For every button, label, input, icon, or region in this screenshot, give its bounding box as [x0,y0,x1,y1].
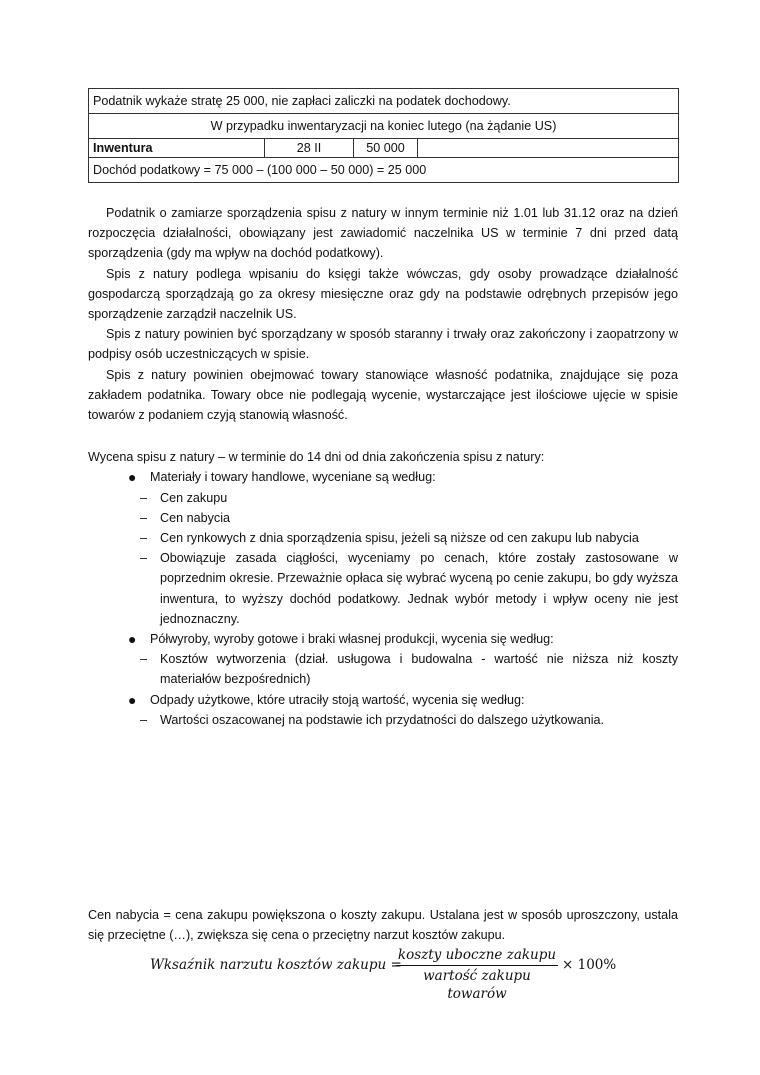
paragraph: Spis z natury powinien obejmować towary stanowiące własność podatnika, znajdujące się poza zakładem podatnika. Towary obce nie podlegają wycenie, wystarczające jest ilościowe ujęcie w spisie towarów z podaniem czyją stanowią własność. [88,367,678,423]
sub-list-item-text: Obowiązuje zasada ciągłości, wyceniamy po cenach, które zostały zastosowane w poprzednim okresie. Przeważnie opłaca się wybrać wyceną po cenie zakupu, bo gdy wyższa inwentura, to wyższy dochód podatkowy. Jednak wybór metody i wpływ oceny nie jest jednoznaczny. [160,551,678,626]
sub-list-item-text: Wartości oszacowanej na podstawie ich przydatności do dalszego użytkowania. [160,712,605,727]
sub-list [140,649,678,689]
formula-fraction [396,946,558,1003]
sub-list [140,710,678,730]
table-cell-date: 28 II [265,139,354,158]
table-cell-empty [418,139,679,158]
sub-list-item [130,508,678,528]
dash-icon: – [140,652,148,667]
dash-icon: – [140,712,148,727]
list-item [88,629,678,690]
table-row [89,114,679,139]
dash-icon: – [140,531,148,546]
paragraph: Spis z natury powinien być sporządzany w sposób staranny i trwały oraz zakończony i zaopatrzony w podpisy osób uczestniczących w spisie. [88,327,678,362]
formula-numerator: koszty uboczne zakupu [397,947,557,963]
fraction-bar [396,965,558,966]
sub-list [140,488,678,629]
table-row [89,158,679,183]
sub-list-item [130,548,678,629]
page-content [88,88,678,730]
sub-list-item [130,710,678,730]
sub-list-item-text: Cen nabycia [160,510,231,525]
dash-icon: – [140,551,148,566]
dash-icon: – [140,490,148,505]
list-item-label: Odpady użytkowe, które utraciły stoją wartość, wycenia się według: [150,692,525,707]
sub-list-item-text: Cen zakupu [160,490,228,505]
table-cell-february-inventory: W przypadku inwentaryzacji na koniec lutego (na żądanie US) [89,114,679,139]
table-cell-loss-note: Podatnik wykaże stratę 25 000, nie zapłaci zaliczki na podatek dochodowy. [89,89,679,114]
table-cell-taxable-income: Dochód podatkowy = 75 000 – (100 000 – 50 000) = 25 000 [89,158,679,183]
sub-list-item-text: Kosztów wytworzenia (dział. usługowa i budowalna - wartość nie niższa niż koszty materiałów bezpośrednich) [160,652,678,687]
dash-icon: – [140,510,148,525]
list-item-label: Materiały i towary handlowe, wyceniane są według: [150,470,436,485]
table-row [89,139,679,158]
sub-list-item [130,649,678,689]
valuation-list [88,467,678,730]
valuation-heading: Wycena spisu z natury – w terminie do 14 dni od dnia zakończenia spisu z natury: [88,450,545,465]
sub-list-item [130,488,678,508]
list-item [88,690,678,730]
list-item-label: Półwyroby, wyroby gotowe i braki własnej produkcji, wycenia się według: [150,632,554,647]
table-cell-amount: 50 000 [354,139,418,158]
table-cell-inventura-label: Inwentura [89,139,265,158]
body-paragraphs [88,203,678,425]
sub-list-item-text: Cen rynkowych z dnia sporządzenia spisu, jeżeli są niższe od cen zakupu lub nabycia [160,531,639,546]
bullet-icon: ● [128,691,137,708]
acquisition-price-note: Cen nabycia = cena zakupu powiększona o koszty zakupu. Ustalana jest w sposób uproszczony, ustala się przeciętne (…), zwiększa się cena o przeciętny narzut kosztów zakupu. [88,908,678,943]
inventory-table [88,88,679,183]
bullet-icon: ● [128,631,137,648]
formula-rhs: × 100% [562,957,617,973]
table-row [89,89,679,114]
paragraph: Spis z natury podlega wpisaniu do księgi także wówczas, gdy osoby prowadzące działalność gospodarczą sporządzają go za okresy miesięczne oraz gdy na podstawie odrębnych przepisów jego sporządzenie zarządził naczelnik US. [88,266,678,322]
formula-denominator: wartość zakupu towarów [423,968,531,1002]
paragraph: Podatnik o zamiarze sporządzenia spisu z natury w innym terminie niż 1.01 lub 31.12 oraz na dzień rozpoczęcia działalności, obowiązany jest zawiadomić naczelnika US w terminie 7 dni przed datą sporządzenia (gdy ma wpływ na dochód podatkowy). [88,206,678,261]
list-item [88,467,678,629]
markup-formula [150,946,630,1002]
bullet-icon: ● [128,469,137,486]
formula-lhs: Wksaźnik narzutu kosztów zakupu = [150,957,402,973]
sub-list-item [130,528,678,548]
